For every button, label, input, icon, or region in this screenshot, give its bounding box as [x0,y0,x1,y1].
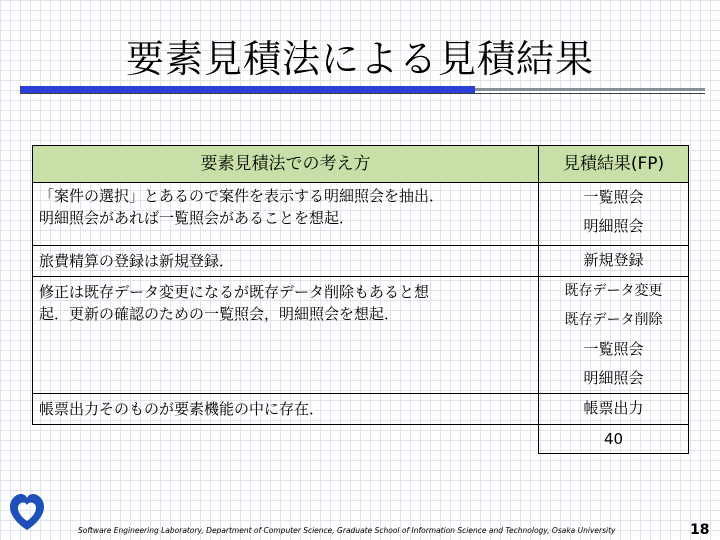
result-item: 一覧照会 [583,340,644,358]
description-line: 帳票出力そのものが要素機能の中に存在． [39,400,325,418]
table-row [33,246,689,277]
table-row [33,394,689,425]
total-row [33,425,689,454]
row-result [539,246,689,277]
total-spacer [33,425,539,454]
row-result [539,183,689,246]
description-line: 旅費精算の登録は新規登録． [39,252,235,270]
result-item: 一覧照会 [583,188,644,206]
header-left: 要素見積法での考え方 [200,154,371,174]
row-description [33,246,539,277]
total-cell [539,425,689,454]
row-result [539,394,689,425]
title-rule-line [20,93,705,94]
header-right-cell [539,146,689,183]
description-line: 修正は既存データ変更になるが既存データ削除もあると想 [39,283,430,301]
title-rule-gray [475,88,705,91]
description-line: 「案件の選択」とあるので案件を表示する明細照会を抽出． [39,187,445,205]
estimation-table [32,145,689,454]
osaka-university-logo-icon [6,490,48,534]
description-line: 起．更新の確認のための一覧照会，明細照会を想起． [39,305,400,323]
page-number: 18 [690,522,710,538]
table-row [33,277,689,394]
row-description [33,394,539,425]
result-item: 既存データ削除 [564,312,663,328]
description-line: 明細照会があれば一覧照会があることを想起． [39,209,355,227]
slide-footer: Software Engineering Laboratory, Department of Computer Science, Graduate School of Information Science and Technology, Osaka University [78,526,616,535]
row-description [33,183,539,246]
result-item: 既存データ変更 [564,283,663,299]
result-item: 明細照会 [583,369,644,387]
result-item: 明細照会 [583,217,644,235]
row-result [539,277,689,394]
table-row [33,183,689,246]
row-description [33,277,539,394]
total-value: 40 [603,430,624,448]
result-item: 新規登録 [583,251,644,269]
slide-title: 要素見積法による見積結果 [125,37,594,81]
result-item: 帳票出力 [583,399,644,417]
title-rule-accent [20,86,475,93]
table-header-row [33,146,689,183]
header-right: 見積結果(FP) [562,154,665,174]
header-left-cell [33,146,539,183]
